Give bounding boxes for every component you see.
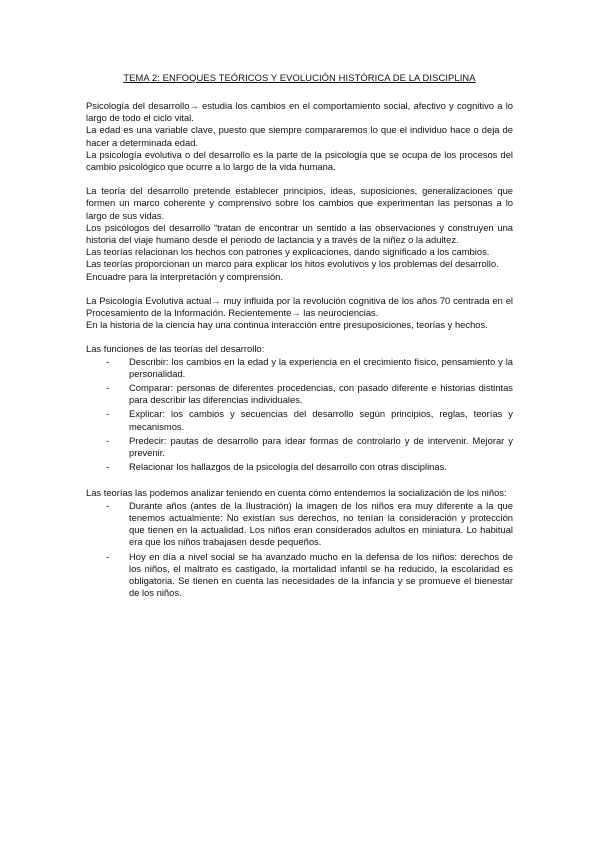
list-item: - Explicar: los cambios y secuencias del desarrollo según principios, reglas, teorías y mecanismos. bbox=[86, 408, 513, 432]
analysis-list bbox=[86, 500, 513, 600]
paragraph: La Psicología Evolutiva actual→ muy influida por la revolución cognitiva de los años 70 centrada en el Procesamiento de la Información. Recientemente→ las neurociencias. bbox=[86, 294, 513, 319]
list-item: - Hoy en día a nivel social se ha avanzado mucho en la defensa de los niños: derechos de los niños, el maltrato es castigado, la mortalidad infantil se ha reducido, la escolaridad es obligatoria. Se tienen en cuenta las necesidades de la infancia y se promueve el bienestar de los niños. bbox=[86, 551, 513, 600]
paragraph: Los psicólogos del desarrollo “tratan de encontrar un sentido a las observaciones y construyen una historia del viaje humano desde el periodo de lactancia y a través de la niñez o la adultez. bbox=[86, 221, 513, 246]
paragraph: La edad es una variable clave, puesto que siempre compararemos lo que el individuo hace o deja de hacer a determinada edad. bbox=[86, 124, 513, 148]
theory-section bbox=[86, 185, 513, 283]
analysis-section bbox=[86, 487, 513, 599]
paragraph: La teoría del desarrollo pretende establecer principios, ideas, suposiciones, generalizaciones que formen un marco coherente y comprensivo sobre los cambios que experimentan las personas a lo largo de sus vidas. bbox=[86, 185, 513, 221]
paragraph: En la historia de la ciencia hay una continua interacción entre presuposiciones, teorías y hechos. bbox=[86, 319, 488, 331]
paragraph: Psicología del desarrollo→ estudia los cambios en el comportamiento social, afectivo y cognitivo a lo largo de todo el ciclo vital. bbox=[86, 100, 513, 124]
section-heading: Las funciones de las teorías del desarrollo: bbox=[86, 343, 265, 355]
paragraph: Las teorías proporcionan un marco para explicar los hitos evolutivos y los problemas del desarrollo. bbox=[86, 258, 499, 270]
list-item: - Predecir: pautas de desarrollo para idear formas de controlarlo y de intervenir. Mejorar y prevenir. bbox=[86, 435, 513, 459]
list-item: - Describir: los cambios en la edad y la experiencia en el crecimiento físico, pensamiento y la personalidad. bbox=[86, 356, 513, 380]
functions-list bbox=[86, 356, 513, 474]
section-heading: Las teorías las podemos analizar teniendo en cuenta cómo entendemos la socialización de los niños: bbox=[86, 487, 507, 499]
document-title: TEMA 2: ENFOQUES TEÓRICOS Y EVOLUCIÓN HISTÓRICA DE LA DISCIPLINA bbox=[123, 72, 476, 83]
paragraph: Encuadre para la interpretación y comprensión. bbox=[86, 270, 283, 282]
list-item: - Relacionar los hallazgos de la psicología del desarrollo con otras disciplinas. bbox=[86, 461, 513, 473]
functions-section bbox=[86, 343, 513, 473]
list-item: - Comparar: personas de diferentes procedencias, con pasado diferente e historias distintas para describir las diferencias individuales. bbox=[86, 382, 513, 406]
paragraph: Las teorías relacionan los hechos con patrones y explicaciones, dando significado a los cambios. bbox=[86, 246, 490, 258]
intro-section bbox=[86, 100, 513, 173]
paragraph: La psicología evolutiva o del desarrollo es la parte de la psicología que se ocupa de los procesos del cambio psicológico que ocurre a lo largo de la vida humana. bbox=[86, 148, 513, 173]
list-item: - Durante años (antes de la Ilustración) la imagen de los niños era muy diferente a la que tenemos actualmente: No existían sus derechos, no tenían la consideración y protección que tienen en la actualidad. Los niños eran considerados adultos en miniatura. Lo habitual era que los niños trabajasen desde pequeños. bbox=[86, 500, 513, 549]
current-section bbox=[86, 295, 513, 332]
